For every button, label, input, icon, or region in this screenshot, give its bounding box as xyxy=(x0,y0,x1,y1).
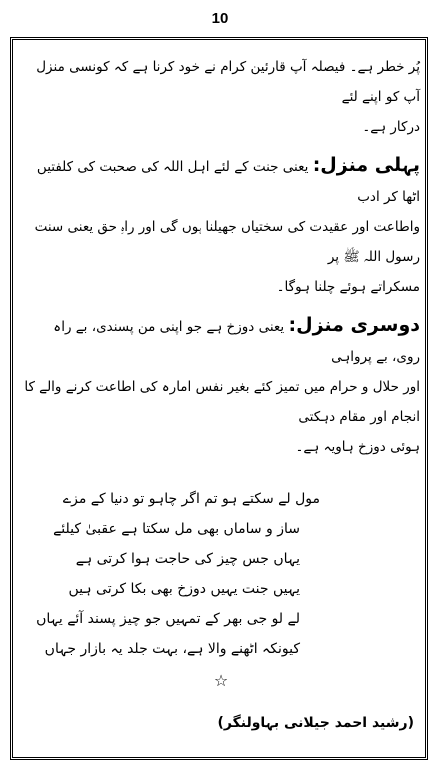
section2-line-2: اور حلال و حرام میں تمیز کئے بغیر نفس امارہ کی اطاعت کرنے والے کا انجام اور مقام دہکتی xyxy=(24,379,420,425)
section2-first-line-text: یعنی دوزخ ہے جو اپنی من پسندی، بے راہ روی، بے پرواہی xyxy=(53,319,420,365)
section1-first-line xyxy=(22,150,420,212)
section1-first-line-text: یعنی جنت کے لئے اہل اللہ کی صحبت کی کلفتیں اٹھا کر ادب xyxy=(36,159,420,205)
poem-verse: لے لو جی بھر کے تمہیں جو چیز پسند آئے یہاں xyxy=(36,611,300,627)
star-ornament-icon: ☆ xyxy=(213,671,229,690)
section1-line-3: مسکراتے ہوئے چلنا ہوگا۔ xyxy=(276,279,420,295)
section2-first-line xyxy=(22,310,420,372)
poem-verse: یہیں جنت یہیں دوزخ بھی بکا کرتی ہیں xyxy=(68,581,300,597)
section1-heading: پہلی منزل: xyxy=(312,154,420,176)
intro-line-2: درکار ہے۔ xyxy=(362,119,420,135)
poem-verse: مول لے سکتے ہو تم اگر چاہو تو دنیا کے مزے xyxy=(62,491,320,507)
poem-verse: کیونکہ اٹھنے والا ہے، بہت جلد یہ بازار جہاں xyxy=(44,641,300,657)
section2-line-3: ہوئی دوزخ ہاویہ ہے۔ xyxy=(295,439,420,455)
page-number: 10 xyxy=(211,10,229,27)
poem-verse: ساز و ساماں بھی مل سکتا ہے عقبیٰ کیلئے xyxy=(53,521,300,537)
poem xyxy=(22,484,420,664)
page-content xyxy=(22,52,420,752)
section1-line-2: واطاعت اور عقیدت کی سختیاں جھیلنا ہوں گی اور راہِ حق یعنی سنت رسول اللہ ﷺ پر xyxy=(34,219,420,265)
intro-line-1: پُر خطر ہے۔ فیصلہ آپ قارئین کرام نے خود کرنا ہے کہ کونسی منزل آپ کو اپنے لئے xyxy=(36,59,420,105)
author-signature: (رشید احمد جیلانی بہاولنگر) xyxy=(217,715,414,731)
section2-heading: دوسری منزل: xyxy=(288,314,420,336)
poem-verse: یہاں جس چیز کی حاجت ہوا کرتی ہے xyxy=(75,551,300,567)
